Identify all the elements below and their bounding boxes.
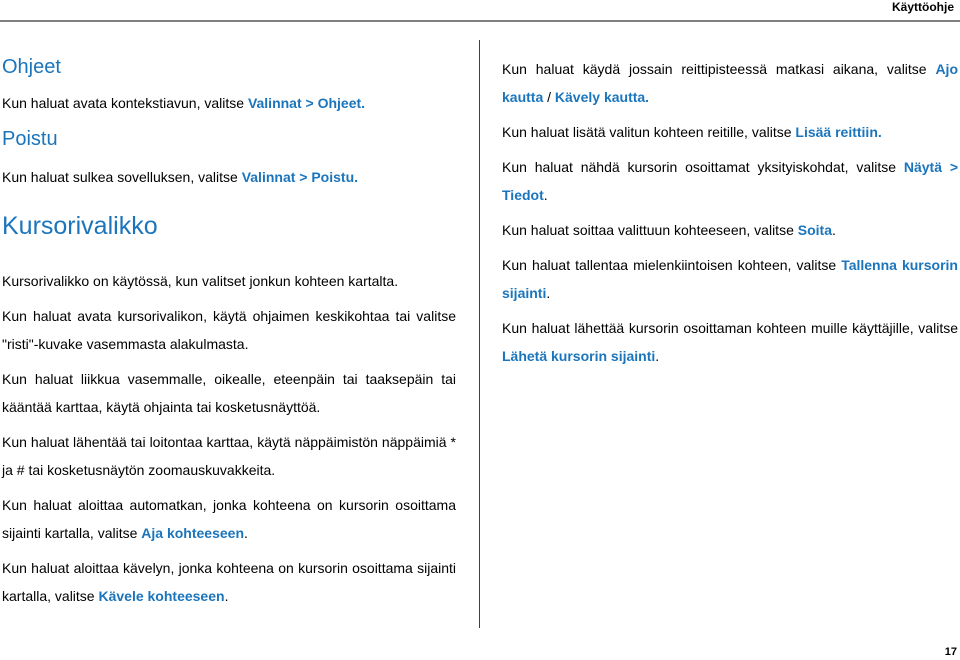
paragraph-end: .	[655, 348, 660, 364]
paragraph-text: Kun haluat käydä jossain reittipisteessä matkasi aikana, valitse	[502, 61, 936, 77]
separator: /	[543, 89, 555, 105]
option-tallenna-kursorin-sijainti: Tallenna kursorin sijainti	[502, 257, 958, 301]
paragraph-text: Kun haluat sulkea sovelluksen, valitse	[2, 169, 242, 185]
column-divider	[479, 40, 480, 628]
paragraph-text: Kun haluat lähettää kursorin osoittaman kohteen muille käyttäjille, valitse	[502, 320, 958, 336]
paragraph-end: .	[543, 187, 548, 203]
option-aja-kohteeseen: Aja kohteeseen	[141, 525, 244, 541]
paragraph-kursori-1: Kursorivalikko on käytössä, kun valitset jonkun kohteen kartalta.	[2, 273, 399, 289]
left-column	[2, 54, 456, 610]
paragraph-end: .	[244, 525, 248, 541]
option-kavely-kautta: Kävely kautta.	[554, 89, 650, 105]
paragraph-text: Kun haluat aloittaa kävelyn, jonka kohteena on kursorin osoittama sijainti kartalla, valitse	[2, 560, 456, 604]
paragraph-end: .	[831, 222, 836, 238]
running-header: Käyttöohje	[891, 0, 954, 14]
paragraph-right-3	[502, 153, 958, 209]
page-number: 17	[944, 646, 957, 658]
paragraph-right-1	[502, 55, 958, 111]
option-ajo-kautta: Ajo kautta	[502, 61, 958, 105]
paragraph-kursori-6	[2, 554, 456, 610]
paragraph-text: Kun haluat nähdä kursorin osoittamat yksityiskohdat, valitse	[502, 159, 904, 175]
paragraph-kursori-5	[2, 491, 456, 547]
paragraph-kursori-2: Kun haluat avata kursorivalikon, käytä ohjaimen keskikohtaa tai valitse "risti"-kuvake vasemmasta alakulmasta.	[2, 308, 456, 352]
paragraph-right-6	[502, 314, 958, 370]
paragraph-text: Kun haluat soittaa valittuun kohteeseen, valitse	[502, 222, 798, 238]
option-laheta-kursorin-sijainti: Lähetä kursorin sijainti	[502, 348, 656, 364]
option-nayta-tiedot: Näytä > Tiedot	[502, 159, 958, 203]
option-soita: Soita	[797, 222, 832, 238]
paragraph-end: .	[546, 285, 551, 301]
section-title-poistu: Poistu	[2, 128, 58, 150]
section-title-ohjeet: Ohjeet	[2, 56, 61, 78]
paragraph-kursori-4: Kun haluat lähentää tai loitontaa karttaa, käytä näppäimistön näppäimiä * ja # tai kosketusnäytön zoomauskuvakkeita.	[2, 434, 456, 478]
section-title-kursorivalikko: Kursorivalikko	[2, 212, 158, 240]
paragraph-ohjeet	[2, 89, 456, 117]
paragraph-text: Kun haluat aloittaa automatkan, jonka kohteena on kursorin osoittama sijainti kartalla, valitse	[2, 497, 456, 541]
paragraph-poistu	[2, 163, 456, 191]
paragraph-right-2	[502, 118, 958, 146]
paragraph-right-4	[502, 216, 958, 244]
menu-path-poistu: Valinnat > Poistu.	[241, 169, 359, 185]
paragraph-text: Kun haluat tallentaa mielenkiintoisen kohteen, valitse	[502, 257, 842, 273]
option-kavele-kohteeseen: Kävele kohteeseen	[98, 588, 225, 604]
paragraph-text: Kun haluat lisätä valitun kohteen reitille, valitse	[502, 124, 796, 140]
header-rule	[0, 20, 960, 22]
paragraph-end: .	[224, 588, 229, 604]
paragraph-text: Kun haluat avata kontekstiavun, valitse	[2, 95, 248, 111]
right-column	[502, 55, 958, 370]
option-lisaa-reittiin: Lisää reittiin.	[795, 124, 882, 140]
menu-path-ohjeet: Valinnat > Ohjeet.	[247, 95, 366, 111]
paragraph-right-5	[502, 251, 958, 307]
paragraph-kursori-3: Kun haluat liikkua vasemmalle, oikealle, eteenpäin tai taaksepäin tai kääntää karttaa, käytä ohjainta tai kosketusnäyttöä.	[2, 371, 456, 415]
